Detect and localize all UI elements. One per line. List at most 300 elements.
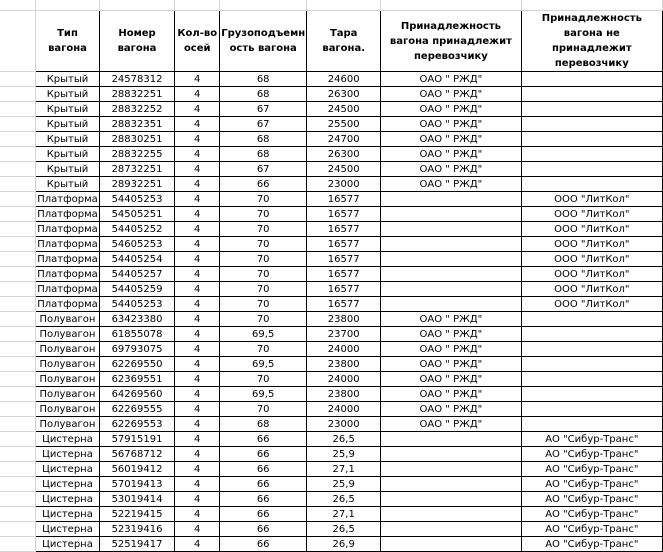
table-row [0,237,663,252]
cell-type[interactable]: Платформа [37,283,98,295]
cell-number[interactable]: 52519417 [99,537,175,552]
cell-not-owned[interactable] [521,342,662,357]
cell[interactable] [0,162,36,177]
cell-type[interactable]: Платформа [37,223,98,235]
cell[interactable] [0,252,36,267]
cell[interactable] [0,192,36,207]
cell-tare[interactable]: 16577 [307,297,381,312]
cell-type[interactable]: Платформа [37,253,98,265]
table-row [0,477,663,492]
cell-capacity[interactable]: 70 [220,252,307,267]
cell-number[interactable]: 61855078 [99,327,175,342]
cell-tare[interactable]: 26300 [307,87,381,102]
cell-axles[interactable]: 4 [175,492,220,507]
cell-number[interactable]: 28732251 [99,162,175,177]
cell-axles[interactable]: 4 [175,117,220,132]
cell-tare[interactable]: 24000 [307,372,381,387]
cell-type[interactable]: Полувагон [36,312,100,327]
cell-axles[interactable]: 4 [175,222,220,237]
cell-not-owned[interactable] [521,117,662,132]
table-row [0,222,663,237]
cell-capacity[interactable]: 69,5 [220,387,307,402]
header-tare[interactable]: Тара вагона. [307,11,381,72]
cell-owned[interactable]: ОАО " РЖД" [381,147,521,162]
cell-owned[interactable] [381,267,521,282]
cell-axles[interactable]: 4 [175,132,220,147]
cell-type[interactable]: Платформа [37,238,98,250]
cell-axles[interactable]: 4 [175,432,220,447]
cell-owned[interactable] [381,192,521,207]
cell-not-owned[interactable]: АО "Сибур-Транс" [521,462,662,477]
cell-not-owned[interactable]: АО "Сибур-Транс" [521,447,662,462]
cell-not-owned[interactable] [521,147,662,162]
cell-capacity[interactable]: 67 [220,117,307,132]
cell-tare[interactable]: 23800 [307,312,381,327]
cell[interactable] [0,477,36,492]
cell-number[interactable]: 28832255 [99,147,175,162]
cell-owned[interactable]: ОАО " РЖД" [381,327,521,342]
cell-not-owned[interactable] [521,387,662,402]
empty-row [0,0,663,11]
cell-tare[interactable]: 16577 [307,237,381,252]
cell[interactable] [0,432,36,447]
cell-type[interactable]: Крытый [36,117,100,132]
table-row [0,417,663,432]
cell-capacity[interactable]: 68 [220,72,307,87]
cell-type[interactable]: Цистерна [36,507,100,522]
cell[interactable] [0,537,36,552]
cell[interactable] [0,327,36,342]
cell-type[interactable]: Цистерна [36,432,100,447]
cell-tare[interactable]: 27,1 [307,462,381,477]
cell-axles[interactable]: 4 [175,357,220,372]
cell-tare[interactable]: 16577 [307,222,381,237]
cell-not-owned[interactable] [521,87,662,102]
cell-number[interactable]: 28830251 [99,132,175,147]
cell[interactable] [0,207,36,222]
cell-number[interactable]: 52219415 [99,507,175,522]
cell-type[interactable]: Полувагон [36,327,100,342]
cell-owned[interactable]: ОАО " РЖД" [381,117,521,132]
cell-number[interactable]: 54405253 [99,192,175,207]
cell-owned[interactable] [381,522,521,537]
cell-owned[interactable]: ОАО " РЖД" [381,372,521,387]
cell[interactable] [0,147,36,162]
cell-number[interactable]: 62269550 [99,357,175,372]
cell-tare[interactable]: 26,5 [307,432,381,447]
cell-type[interactable]: Цистерна [36,537,100,552]
cell[interactable] [0,522,36,537]
cell-owned[interactable]: ОАО " РЖД" [381,312,521,327]
cell-owned[interactable]: ОАО " РЖД" [381,162,521,177]
table-row [0,177,663,192]
cell-tare[interactable]: 16577 [307,192,381,207]
cell-tare[interactable]: 24500 [307,162,381,177]
cell-capacity[interactable]: 66 [220,177,307,192]
cell-not-owned[interactable] [521,327,662,342]
cell-type[interactable]: Крытый [36,162,100,177]
cell-owned[interactable] [381,507,521,522]
cell-tare[interactable]: 23000 [307,417,381,432]
cell-axles[interactable]: 4 [175,447,220,462]
header-number[interactable]: Номер вагона [99,11,175,72]
cell-not-owned[interactable] [521,102,662,117]
cell-type[interactable]: Полувагон [36,372,100,387]
cell-owned[interactable]: ОАО " РЖД" [381,387,521,402]
cell-owned[interactable]: ОАО " РЖД" [381,417,521,432]
table-row [0,192,663,207]
cell[interactable] [175,0,220,11]
table-row [0,117,663,132]
cell-not-owned[interactable] [521,417,662,432]
cell-type[interactable]: Крытый [36,147,100,162]
cell-axles[interactable]: 4 [175,297,220,312]
table-row [0,462,663,477]
cell-type[interactable]: Цистерна [36,462,100,477]
cell-owned[interactable] [381,207,521,222]
cell-tare[interactable]: 24000 [307,342,381,357]
cell-tare[interactable]: 16577 [307,282,381,297]
cell[interactable] [0,132,36,147]
cell-owned[interactable] [381,252,521,267]
cell[interactable] [0,267,36,282]
cell-type[interactable]: Цистерна [36,447,100,462]
header-row [0,11,663,72]
cell-axles[interactable]: 4 [175,312,220,327]
cell-tare[interactable]: 27,1 [307,507,381,522]
cell-capacity[interactable]: 68 [220,132,307,147]
header-capacity[interactable]: Грузоподъемн ость вагона [220,11,307,72]
table-row [0,327,663,342]
cell-not-owned[interactable] [521,177,662,192]
cell-number[interactable]: 62369551 [99,372,175,387]
cell-axles[interactable]: 4 [175,507,220,522]
cell-not-owned[interactable]: ООО "ЛитКол" [521,237,662,252]
cell-capacity[interactable]: 69,5 [220,327,307,342]
cell-axles[interactable]: 4 [175,147,220,162]
cell-type[interactable]: Полувагон [36,342,100,357]
cell-tare[interactable]: 24000 [307,402,381,417]
cell-not-owned[interactable] [521,312,662,327]
cell-type[interactable]: Цистерна [36,522,100,537]
cell-type[interactable]: Полувагон [36,387,100,402]
cell[interactable] [99,0,175,11]
table-row [0,522,663,537]
cell-axles[interactable]: 4 [175,72,220,87]
table-row [0,537,663,552]
cell-axles[interactable]: 4 [175,192,220,207]
cell-capacity[interactable]: 66 [220,477,307,492]
cell-axles[interactable]: 4 [175,537,220,552]
cell-axles[interactable]: 4 [175,387,220,402]
header-not-owned[interactable]: Принадлежность вагона не принадлежит перевозчику [521,11,662,72]
cell-owned[interactable]: ОАО " РЖД" [381,357,521,372]
cell[interactable] [0,387,36,402]
cell-tare[interactable]: 26,5 [307,522,381,537]
cell-owned[interactable] [381,447,521,462]
cell-owned[interactable] [381,432,521,447]
cell-number[interactable]: 69793075 [99,342,175,357]
cell-not-owned[interactable]: АО "Сибур-Транс" [521,477,662,492]
cell-number[interactable]: 64269560 [99,387,175,402]
cell-axles[interactable]: 4 [175,372,220,387]
cell[interactable] [0,102,36,117]
cell-axles[interactable]: 4 [175,522,220,537]
cell-capacity[interactable]: 70 [220,267,307,282]
cell-owned[interactable]: ОАО " РЖД" [381,72,521,87]
table-row [0,312,663,327]
cell-not-owned[interactable]: АО "Сибур-Транс" [521,492,662,507]
cell-axles[interactable]: 4 [175,267,220,282]
cell[interactable] [0,417,36,432]
cell-number[interactable]: 54405259 [99,282,175,297]
cell-owned[interactable]: ОАО " РЖД" [381,402,521,417]
cell-owned[interactable] [381,537,521,552]
table-row [0,102,663,117]
cell[interactable] [0,237,36,252]
cell-tare[interactable]: 25500 [307,117,381,132]
cell[interactable] [0,177,36,192]
cell-tare[interactable]: 16577 [307,207,381,222]
cell-tare[interactable]: 24500 [307,102,381,117]
cell-not-owned[interactable]: АО "Сибур-Транс" [521,522,662,537]
cell-not-owned[interactable]: ООО "ЛитКол" [521,252,662,267]
cell-tare[interactable]: 23700 [307,327,381,342]
table-row [0,507,663,522]
cell-owned[interactable] [381,282,521,297]
cell-capacity[interactable]: 66 [220,537,307,552]
table-row [0,492,663,507]
cell-number[interactable]: 57019413 [99,477,175,492]
cell-not-owned[interactable] [521,72,662,87]
cell-tare[interactable]: 26,5 [307,492,381,507]
cell-type[interactable]: Платформа [37,208,98,220]
cell-number[interactable]: 54505251 [99,207,175,222]
cell-owned[interactable] [381,492,521,507]
cell-axles[interactable]: 4 [175,327,220,342]
cell[interactable] [220,0,307,11]
table-row [0,432,663,447]
cell-capacity[interactable]: 70 [220,192,307,207]
cell-number[interactable]: 28832252 [99,102,175,117]
cell-capacity[interactable]: 66 [220,492,307,507]
cell[interactable] [0,117,36,132]
cell-type[interactable]: Полувагон [36,402,100,417]
cell-type[interactable]: Крытый [36,87,100,102]
cell-owned[interactable] [381,222,521,237]
cell-capacity[interactable]: 66 [220,507,307,522]
cell-number[interactable]: 28832351 [99,117,175,132]
cell-type[interactable]: Крытый [36,72,100,87]
table-row [0,87,663,102]
cell-owned[interactable]: ОАО " РЖД" [381,342,521,357]
cell-not-owned[interactable]: ООО "ЛитКол" [521,282,662,297]
cell-capacity[interactable]: 66 [220,462,307,477]
cell[interactable] [36,0,100,11]
cell[interactable] [0,447,36,462]
cell-tare[interactable]: 24700 [307,132,381,147]
cell-axles[interactable]: 4 [175,87,220,102]
cell-type[interactable]: Полувагон [36,357,100,372]
cell-number[interactable]: 62269553 [99,417,175,432]
table-row [0,252,663,267]
cell-tare[interactable]: 25,9 [307,477,381,492]
header-owned[interactable]: Принадлежность вагона принадлежит перевозчику [381,11,521,72]
cell-type[interactable]: Крытый [36,132,100,147]
cell-capacity[interactable]: 70 [220,282,307,297]
cell-not-owned[interactable]: ООО "ЛитКол" [521,222,662,237]
cell[interactable] [0,297,36,312]
cell-number[interactable]: 28932251 [99,177,175,192]
table-row [0,207,663,222]
cell-capacity[interactable]: 70 [220,312,307,327]
cell-capacity[interactable]: 68 [220,417,307,432]
cell-tare[interactable]: 26300 [307,147,381,162]
table-row [0,297,663,312]
cell-owned[interactable] [381,462,521,477]
cell-capacity[interactable]: 68 [220,87,307,102]
cell-tare[interactable]: 26,9 [307,537,381,552]
cell-type[interactable]: Полувагон [36,417,100,432]
cell-owned[interactable] [381,297,521,312]
cell-number[interactable]: 54605253 [99,237,175,252]
cell-axles[interactable]: 4 [175,102,220,117]
cell-owned[interactable] [381,477,521,492]
cell-not-owned[interactable]: ООО "ЛитКол" [521,192,662,207]
cell-number[interactable]: 56768712 [99,447,175,462]
cell-not-owned[interactable]: ООО "ЛитКол" [521,297,662,312]
cell-not-owned[interactable] [521,162,662,177]
cell-type[interactable]: Платформа [37,193,98,205]
cell-owned[interactable]: ОАО " РЖД" [381,102,521,117]
cell-number[interactable]: 54405253 [99,297,175,312]
cell-capacity[interactable]: 67 [220,162,307,177]
cell-tare[interactable]: 23800 [307,387,381,402]
cell[interactable] [0,462,36,477]
cell-number[interactable]: 56019412 [99,462,175,477]
cell-not-owned[interactable] [521,372,662,387]
cell-number[interactable]: 62269555 [99,402,175,417]
cell-not-owned[interactable]: АО "Сибур-Транс" [521,432,662,447]
cell-owned[interactable] [381,237,521,252]
cell-capacity[interactable]: 66 [220,522,307,537]
cell-capacity[interactable]: 69,5 [220,357,307,372]
cell[interactable] [0,222,36,237]
cell-axles[interactable]: 4 [175,282,220,297]
cell[interactable] [0,312,36,327]
cell[interactable] [381,0,521,11]
cell-number[interactable]: 24578312 [99,72,175,87]
table-row [0,267,663,282]
table-row [0,402,663,417]
cell-number[interactable]: 54405254 [99,252,175,267]
cell-axles[interactable]: 4 [175,162,220,177]
cell-type[interactable]: Крытый [36,177,100,192]
cell-tare[interactable]: 24600 [307,72,381,87]
cell-not-owned[interactable]: АО "Сибур-Транс" [521,537,662,552]
cell[interactable] [521,0,662,11]
cell-capacity[interactable]: 70 [220,222,307,237]
cell-axles[interactable]: 4 [175,252,220,267]
cell[interactable] [0,372,36,387]
cell-capacity[interactable]: 67 [220,102,307,117]
cell-type[interactable]: Цистерна [36,492,100,507]
cell-number[interactable]: 63423380 [99,312,175,327]
cell[interactable] [0,11,36,72]
cell-type[interactable]: Платформа [37,298,98,310]
cell-not-owned[interactable] [521,402,662,417]
cell-axles[interactable]: 4 [175,477,220,492]
cell-capacity[interactable]: 68 [220,147,307,162]
cell-capacity[interactable]: 70 [220,342,307,357]
cell-not-owned[interactable]: ООО "ЛитКол" [521,267,662,282]
cell-number[interactable]: 53019414 [99,492,175,507]
table-row [0,447,663,462]
cell-not-owned[interactable]: АО "Сибур-Транс" [521,507,662,522]
cell-not-owned[interactable] [521,132,662,147]
cell-number[interactable]: 57915191 [99,432,175,447]
cell-capacity[interactable]: 70 [220,372,307,387]
cell-capacity[interactable]: 66 [220,447,307,462]
cell-capacity[interactable]: 70 [220,207,307,222]
cell-capacity[interactable]: 70 [220,237,307,252]
cell-tare[interactable]: 23800 [307,357,381,372]
cell[interactable] [0,282,36,297]
cell-owned[interactable]: ОАО " РЖД" [381,87,521,102]
cell-owned[interactable]: ОАО " РЖД" [381,132,521,147]
cell[interactable] [0,342,36,357]
cell-type[interactable]: Цистерна [36,477,100,492]
cell-number[interactable]: 28832251 [99,87,175,102]
cell[interactable] [307,0,381,11]
cell[interactable] [0,0,36,11]
cell[interactable] [0,357,36,372]
header-type[interactable]: Тип вагона [36,11,100,72]
cell-capacity[interactable]: 66 [220,432,307,447]
cell-capacity[interactable]: 70 [220,402,307,417]
cell[interactable] [0,492,36,507]
table-row [0,132,663,147]
cell-tare[interactable]: 23000 [307,177,381,192]
cell-capacity[interactable]: 70 [220,297,307,312]
cell-type[interactable]: Крытый [36,102,100,117]
cell-not-owned[interactable]: ООО "ЛитКол" [521,207,662,222]
cell-axles[interactable]: 4 [175,177,220,192]
cell[interactable] [0,507,36,522]
table-row [0,162,663,177]
cell-number[interactable]: 52319416 [99,522,175,537]
cell[interactable] [0,87,36,102]
cell-axles[interactable]: 4 [175,417,220,432]
cell-tare[interactable]: 25,9 [307,447,381,462]
cell[interactable] [0,72,36,87]
cell-axles[interactable]: 4 [175,237,220,252]
cell[interactable] [0,402,36,417]
cell-tare[interactable]: 16577 [307,252,381,267]
cell-axles[interactable]: 4 [175,342,220,357]
header-axles[interactable]: Кол-во осей [175,11,220,72]
cell-type[interactable]: Платформа [37,268,98,280]
table-row [0,282,663,297]
cell-tare[interactable]: 16577 [307,267,381,282]
cell-owned[interactable]: ОАО " РЖД" [381,177,521,192]
cell-axles[interactable]: 4 [175,462,220,477]
cell-axles[interactable]: 4 [175,207,220,222]
cell-number[interactable]: 54405252 [99,222,175,237]
cell-axles[interactable]: 4 [175,402,220,417]
cell-number[interactable]: 54405257 [99,267,175,282]
cell-not-owned[interactable] [521,357,662,372]
